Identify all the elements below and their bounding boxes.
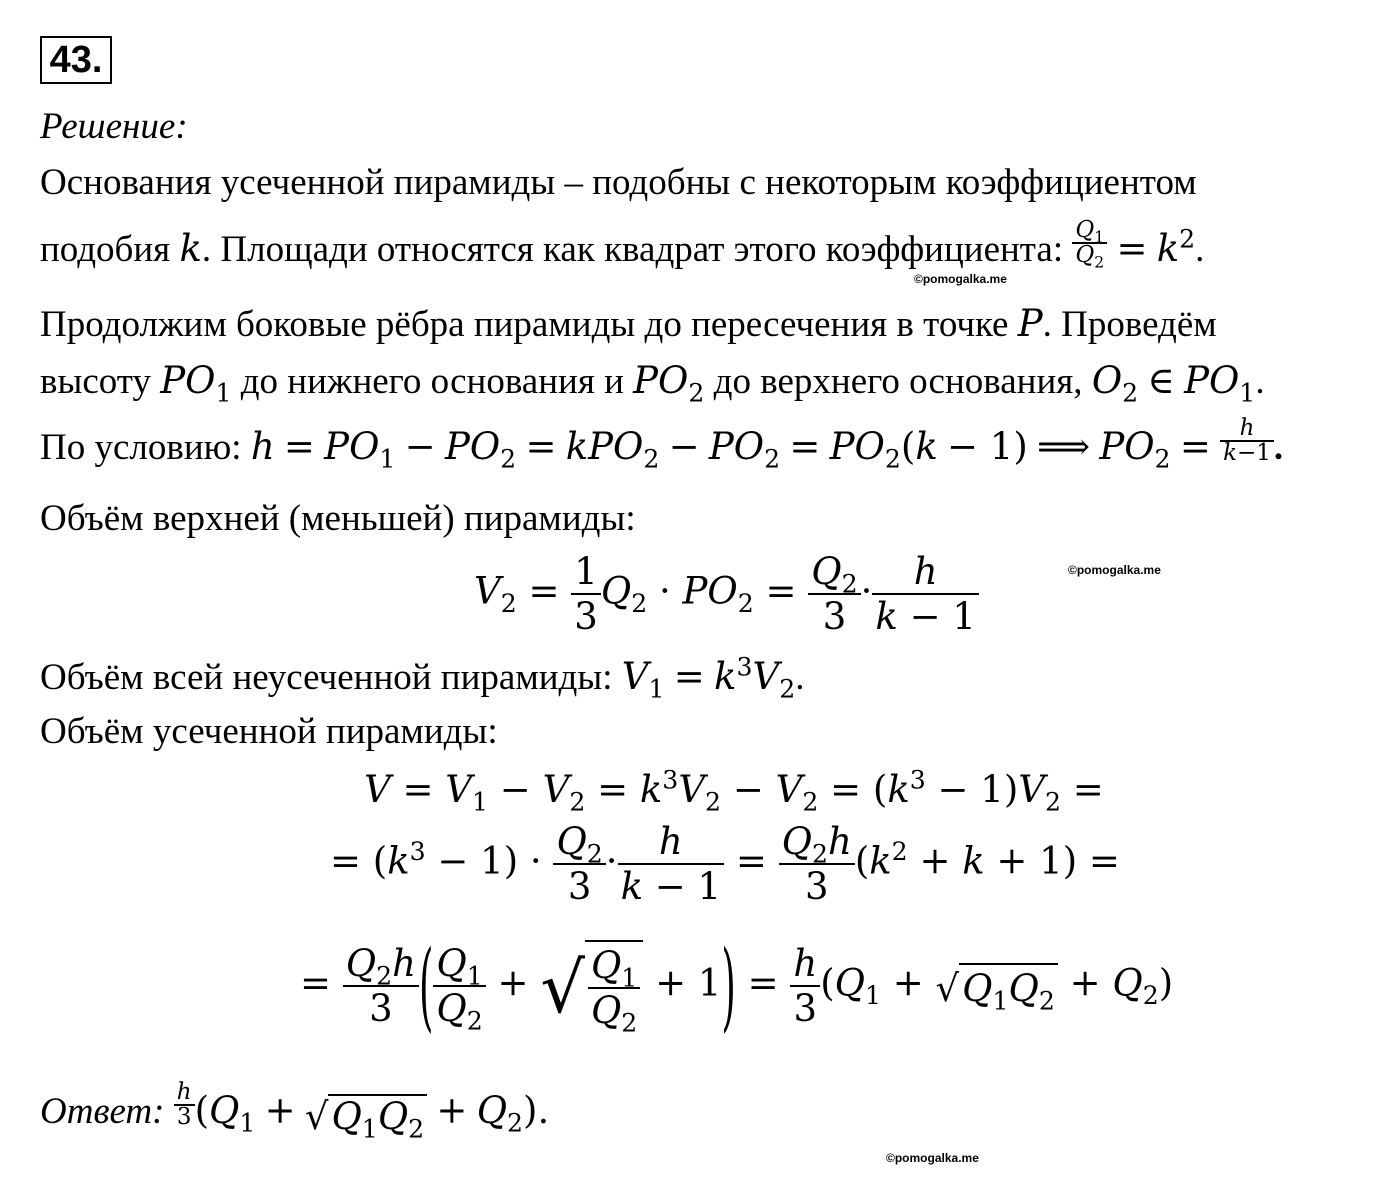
problem-number: 43. [40, 36, 112, 84]
text-segment: высоту [40, 361, 151, 402]
sqrt-symbol: $√Q_1Q_2$ [936, 963, 1058, 1010]
paragraph-2-line-1: Продолжим боковые рёбра пирамиды до пересечения в точке P. Проведём [40, 302, 1217, 345]
text-segment: По условию: [40, 427, 242, 468]
paragraph-3: По условию: $h = PO_1 - PO_2 = kPO_2 - PO_2 = PO_2(k - 1)$ ⟹ $PO_2$ = $\frac{h}{k-1}$ . [40, 414, 1284, 474]
full-pyramid-volume-line: Объём всей неусеченной пирамиды: $V_1 = k^3V_2$. [40, 652, 805, 704]
formula-line-2: = $(k^3 - 1)$ · $\frac{Q_2}{3}$ · $\frac{h}{k - 1}$ = $\frac{Q_2h}{3}$ $(k^2 + k + 1)$ = [330, 820, 1120, 908]
text-segment: . Проведём [1042, 304, 1217, 345]
fraction-h-over-k-minus-1: $\frac{h}{k-1}$ [1220, 417, 1274, 465]
frustum-volume-label: Объём усеченной пирамиды: [40, 711, 498, 752]
watermark: ©pomogalka.me [914, 272, 1007, 286]
answer-label: Ответ: [40, 1091, 165, 1132]
paragraph-1-line-2: подобия k. Площади относятся как квадрат этого коэффициента: $\frac{Q_1}{Q_2}$ = $k^2$. [40, 216, 1205, 272]
text-segment: подобия [40, 229, 171, 270]
upper-pyramid-volume-label: Объём верхней (меньшей) пирамиды: [40, 498, 636, 539]
solution-heading: Решение: [40, 106, 188, 147]
text-segment: Объём всей неусеченной пирамиды: [40, 657, 613, 698]
formula-v2: $V_2$ = $\frac{1}{3}$ $Q_2 \cdot PO_2$ = $\frac{Q_2}{3}$ · $\frac{h}{k - 1}$ [474, 550, 979, 638]
watermark: ©pomogalka.me [1068, 563, 1161, 577]
fraction-q1-q2: $\frac{Q_1}{Q_2}$ [1072, 219, 1107, 267]
paragraph-1-line-1: Основания усеченной пирамиды – подобны с некоторым коэффициентом [40, 162, 1197, 203]
watermark: ©pomogalka.me [886, 1151, 979, 1165]
text-segment: . Площади относятся как квадрат этого коэффициента: [201, 229, 1064, 270]
text-segment: до нижнего основания и [240, 361, 624, 402]
text-segment: Продолжим боковые рёбра пирамиды до пересечения в точке [40, 304, 1009, 345]
paragraph-2-line-2: высоту $PO_1$ до нижнего основания и $PO_2$ до верхнего основания, $O_2$ ∈ $PO_1$. [40, 359, 1265, 408]
answer-line: Ответ: $\frac{h}{3}$ $(Q_1 + √Q_1Q_2 + Q_2)$. [40, 1078, 550, 1143]
formula-line-3: = $\frac{Q_2h}{3}$ ( $\frac{Q_1}{Q_2}$ + √ $\frac{Q_1}{Q_2}$ + 1) = $\frac{h}{3}$ $(Q_1 + √Q_1Q_2 + Q_2)$ [300, 930, 1174, 1042]
sqrt-symbol: $√Q_1Q_2$ [305, 1094, 427, 1136]
math-k: k [179, 227, 202, 270]
sqrt-symbol: √ $\frac{Q_1}{Q_2}$ [540, 940, 643, 1032]
formula-line-1: $V = V_1 - V_2 = k^3V_2 - V_2 = (k^3 - 1)V_2$ = [364, 765, 1104, 817]
text-segment: до верхнего основания, [713, 361, 1083, 402]
